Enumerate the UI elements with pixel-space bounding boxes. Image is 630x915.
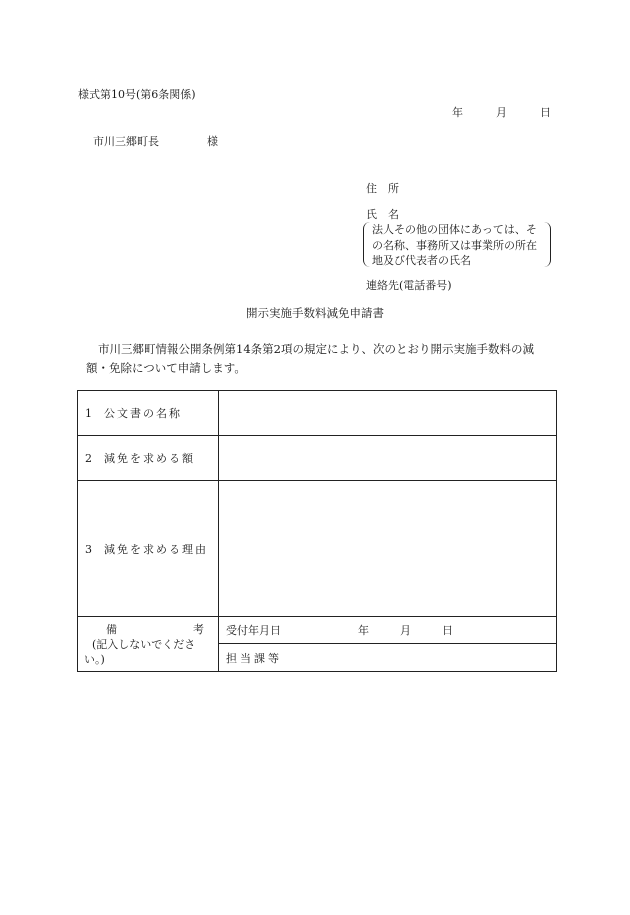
address-label: 住 所 [366,182,399,195]
reduction-amount-field[interactable] [219,436,557,481]
table-row [78,481,557,617]
date-month: 月 [496,106,507,119]
row-label: 1 公文書の名称 [78,391,219,436]
honorific: 様 [207,135,218,148]
row-label: 2 減免を求める額 [78,436,219,481]
document-name-field[interactable] [219,391,557,436]
date-day: 日 [540,106,551,119]
corporate-note-line: の名称、事務所又は事業所の所在 [372,238,537,252]
remarks-head-right: 考 [193,622,204,636]
date-year: 年 [452,106,463,119]
corporate-note-line: 地及び代表者の氏名 [372,254,471,267]
received-day: 日 [442,624,453,637]
remarks-label [78,617,219,672]
corporate-note-line: 法人その他の団体にあっては、そ [372,223,537,236]
contact-label: 連絡先(電話番号) [366,279,452,292]
table-row [78,436,557,481]
date-line [452,104,551,120]
form-number: 様式第10号(第6条関係) [78,88,196,101]
name-label: 氏 名 [366,208,399,221]
table-row [78,391,557,436]
remarks-note: (記入しないでください。) [84,637,196,666]
reduction-reason-field[interactable] [219,481,557,617]
body-text: 市川三郷町情報公開条例第14条第2項の規定により、次のとおり開示実施手数料の減額・免除について申請します。 [86,342,534,375]
received-year: 年 [358,624,369,637]
row-label: 3 減免を求める理由 [78,481,219,617]
application-table [77,390,557,672]
addressee: 市川三郷町長 [93,135,159,148]
document-title: 開示実施手数料減免申請書 [246,306,384,320]
received-label: 受付年月日 [226,624,281,637]
staff-label: 担当課等 [226,651,282,665]
staff-cell [219,644,557,672]
received-month: 月 [400,624,411,637]
received-date-cell [219,617,557,644]
table-row [78,617,557,644]
corporate-note [372,222,552,269]
remarks-head-left: 備 [106,622,117,636]
